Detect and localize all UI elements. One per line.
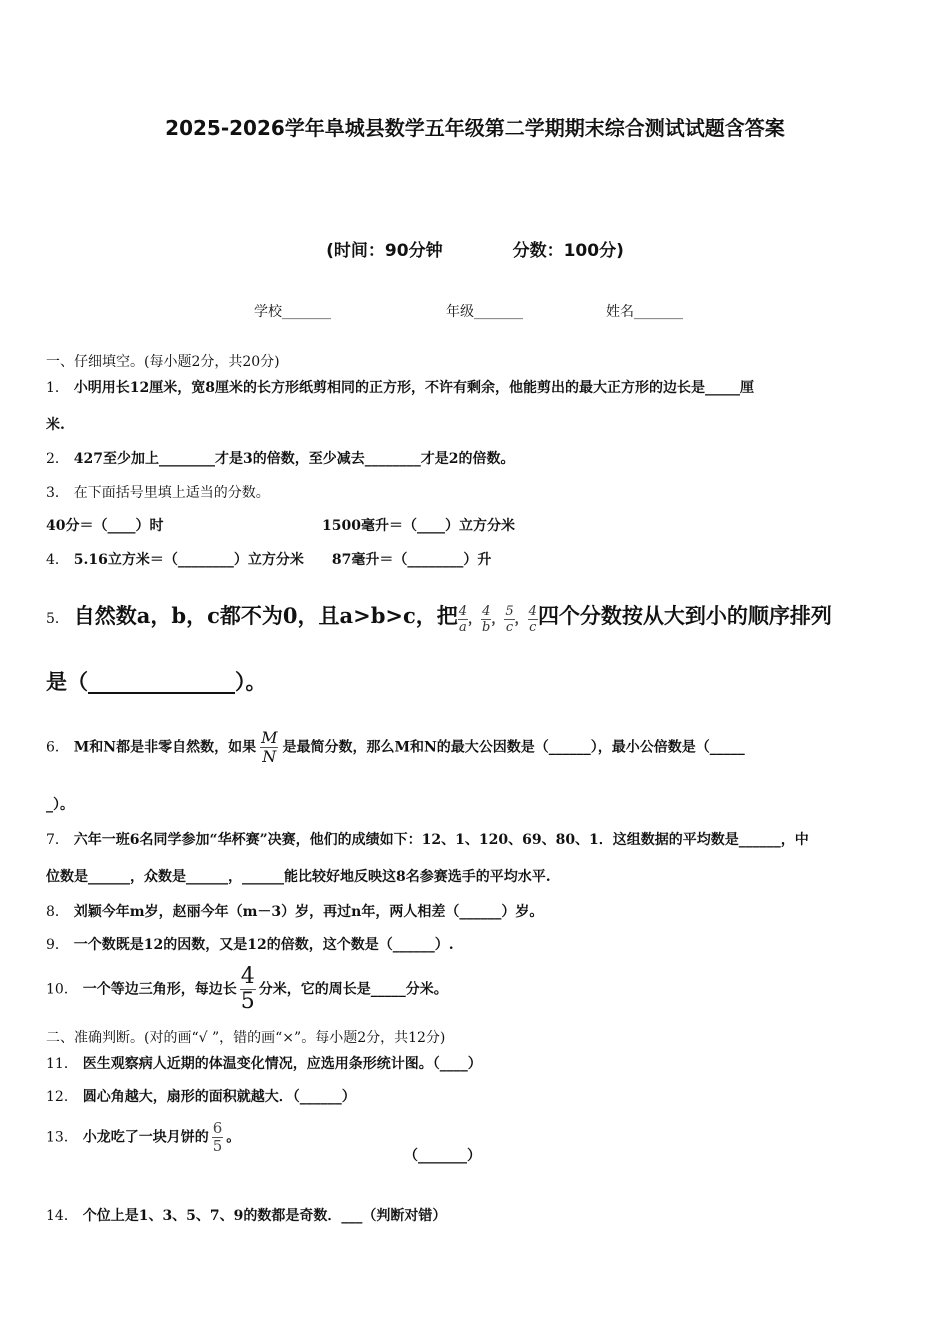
q-text: 5.16立方米＝（________）立方分米 87毫升＝（________）升 (73, 552, 492, 568)
question-5 (46, 600, 832, 634)
fraction: $\frac{M}{N}$ (261, 728, 278, 766)
q-number: 3． (46, 485, 69, 501)
question-3a: 40分＝（____）时 (46, 518, 164, 534)
q-text: 六年一班6名同学参加“华杯赛”决赛，他们的成绩如下：12、1、120、69、80、1．这组数据的平均数是______，中 (73, 832, 809, 848)
q-number: 13． (46, 1129, 78, 1146)
question-13 (46, 1121, 240, 1154)
q-text: 个位上是1、3、5、7、9的数都是奇数．___（判断对错） (82, 1208, 447, 1224)
question-12 (46, 1086, 356, 1106)
exam-meta (0, 236, 950, 261)
q-number: 5． (46, 611, 69, 627)
question-14 (46, 1205, 446, 1225)
question-9 (46, 934, 454, 954)
question-5-cont: 是（______________）。 (46, 669, 267, 694)
question-3b: 1500毫升＝（____）立方分米 (322, 518, 515, 534)
school-field: 学校_______ (254, 304, 331, 320)
section-2-heading: 二、准确判断。(对的画“√ ”，错的画“×”。每小题2分，共12分) (46, 1030, 446, 1046)
score-label: 分数：100分) (512, 241, 624, 261)
q-text-cont: 。 (226, 1129, 241, 1146)
question-4 (46, 549, 491, 569)
q-text-cont: 是最简分数，那么M和N的最大公因数是（______），最小公倍数是（_____ (282, 739, 745, 756)
q-number: 14． (46, 1208, 78, 1224)
q-text: 在下面括号里填上适当的分数。 (73, 485, 270, 501)
fraction: $\frac{4}{c}$ (528, 603, 537, 635)
fraction: $\frac{4}{a}$ (458, 603, 468, 635)
fraction: $\frac{4}{b}$ (482, 603, 491, 635)
q-text: M和N都是非零自然数，如果 (73, 739, 257, 756)
page-title: 2025-2026学年阜城县数学五年级第二学期期末综合测试试题含答案 (165, 116, 785, 140)
fraction: $\frac{6}{5}$ (212, 1119, 223, 1155)
question-2 (46, 448, 515, 468)
question-3 (46, 482, 270, 502)
question-6 (46, 730, 745, 765)
q-text: 刘颖今年m岁，赵丽今年（m－3）岁，再过n年，两人相差（______）岁。 (73, 904, 544, 920)
q-number: 4． (46, 552, 69, 568)
q-number: 1． (46, 380, 69, 396)
q-number: 12． (46, 1089, 78, 1105)
question-6-cont: _）。 (46, 797, 74, 813)
q-text: 小明用长12厘米，宽8厘米的长方形纸剪相同的正方形，不许有剩余，他能剪出的最大正方形的边长是_____厘 (73, 380, 755, 396)
q-text-cont: 分米，它的周长是_____分米。 (258, 981, 448, 998)
q-text: 一个数既是12的因数，又是12的倍数，这个数是（______）. (73, 937, 454, 953)
q-number: 9． (46, 937, 69, 953)
fraction: $\frac{4}{5}$ (240, 964, 255, 1014)
question-10 (46, 966, 448, 1013)
section-1-heading: 一、仔细填空。(每小题2分，共20分) (46, 354, 280, 370)
fraction: $\frac{5}{c}$ (505, 603, 514, 635)
fraction-list: $\frac{4}{a}$ ， $\frac{4}{b}$ ， $\frac{5}{c}$ ， $\frac{4}{c}$ (458, 603, 537, 635)
question-8 (46, 901, 543, 921)
q-number: 2． (46, 451, 69, 467)
q-text: 一个等边三角形，每边长 (82, 981, 237, 998)
q-text: 医生观察病人近期的体温变化情况，应选用条形统计图。（____） (82, 1056, 482, 1072)
time-label: (时间：90分钟 (326, 241, 443, 261)
q-number: 7． (46, 832, 69, 848)
question-11 (46, 1053, 482, 1073)
q-number: 10． (46, 981, 78, 998)
q-number: 6． (46, 739, 69, 756)
question-1-cont: 米. (46, 417, 65, 433)
q-text: 自然数a，b，c都不为0，且a>b>c，把 (73, 603, 458, 628)
q-number: 11． (46, 1056, 78, 1072)
q-text-cont: 四个分数按从大到小的顺序排列 (537, 603, 832, 628)
question-1 (46, 377, 754, 397)
q-number: 8． (46, 904, 69, 920)
q-text: 小龙吃了一块月饼的 (82, 1129, 209, 1146)
q-text: 圆心角越大，扇形的面积就越大．（______） (82, 1089, 356, 1105)
q-text: 427至少加上________才是3的倍数，至少减去________才是2的倍数。 (73, 451, 515, 467)
name-field: 姓名_______ (606, 304, 683, 320)
grade-field: 年级_______ (446, 304, 523, 320)
question-7 (46, 829, 809, 849)
question-13-answer: （_______） (404, 1148, 481, 1164)
question-7-cont: 位数是______，众数是______，______能比较好地反映这8名参赛选手的平均水平. (46, 869, 551, 885)
